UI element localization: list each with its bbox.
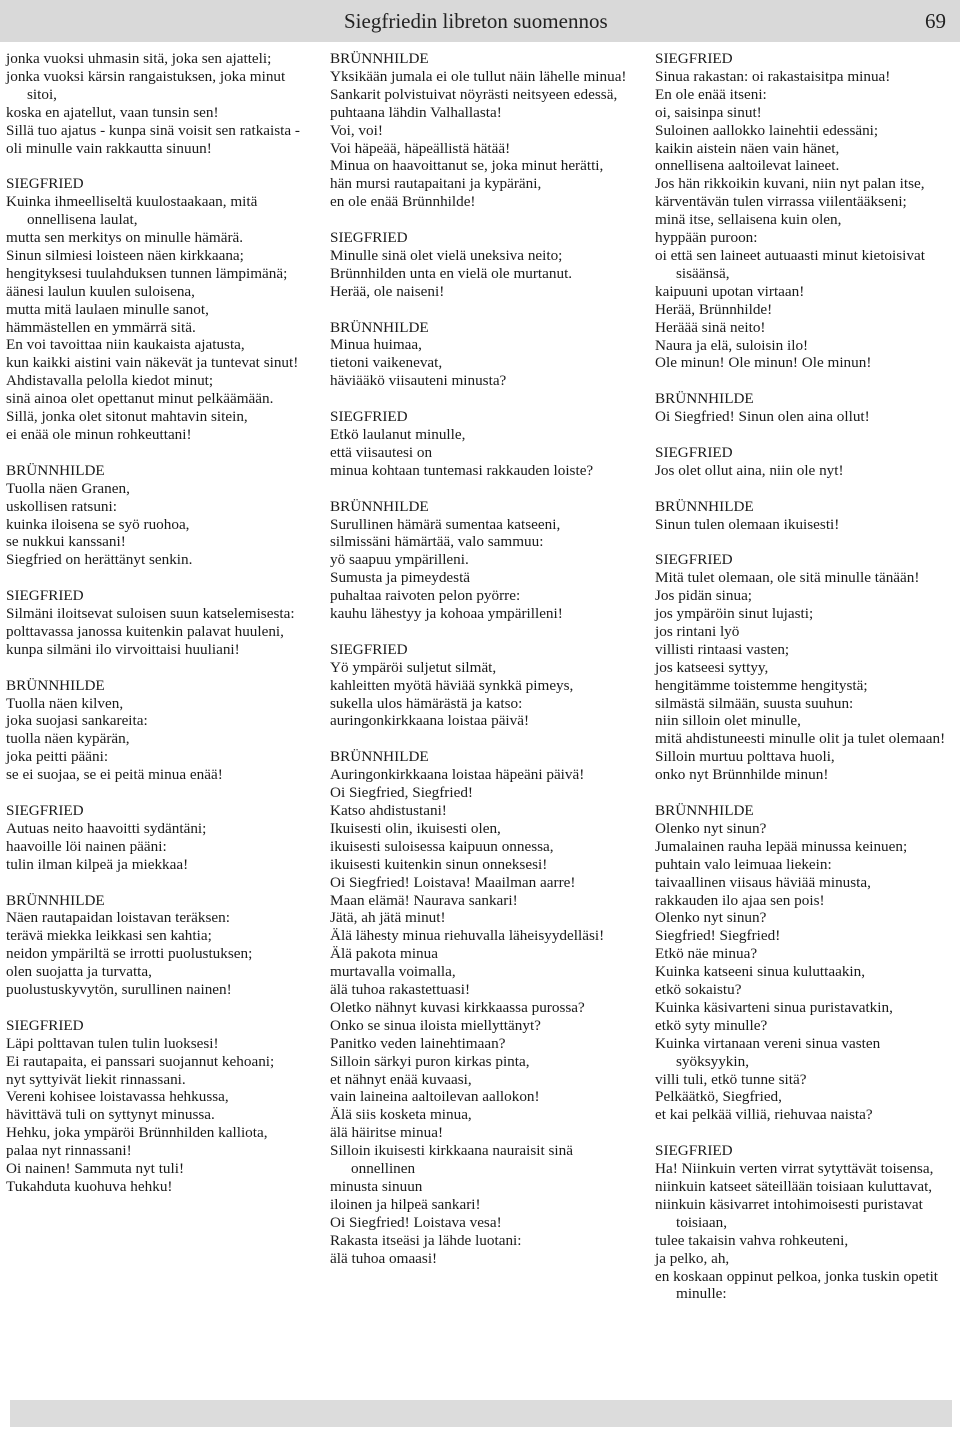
verse-line: Minulle sinä olet vielä uneksiva neito; (330, 246, 563, 264)
verse-line: Tukahduta kuohuva hehku! (6, 1177, 173, 1195)
verse-line: Olenko nyt sinun? (655, 819, 767, 837)
speaker-name: SIEGFRIED (6, 801, 84, 819)
verse-line: Sillä, jonka olet sitonut mahtavin sitein, (6, 408, 248, 426)
verse-line: Herää, ole naiseni! (330, 282, 445, 300)
verse-line: terävä miekka leikkasi sen kahtia; (6, 927, 212, 945)
verse-line: Etkö näe minua? (655, 945, 758, 963)
verse-line: hengitämme toistemme hengitystä; (655, 676, 868, 694)
dialogue-block (655, 1142, 955, 1303)
verse-line: en koskaan oppinut pelkoa, jonka tuskin opetit minulle: (655, 1267, 939, 1303)
dialogue-block (6, 1017, 316, 1196)
speaker-name: SIEGFRIED (655, 50, 733, 67)
speaker-name: SIEGFRIED (6, 1016, 84, 1034)
verse-line: Minua huimaa, (330, 336, 422, 354)
verse-line: tietoni vaikenevat, (330, 354, 443, 372)
text-column-2 (330, 50, 640, 1285)
speaker-name: SIEGFRIED (6, 175, 84, 193)
verse-line: Sinun tulen olemaan ikuisesti! (655, 515, 840, 533)
dialogue-block (330, 498, 640, 623)
dialogue-block (330, 748, 640, 1267)
verse-line: Tuolla näen Granen, (6, 479, 130, 497)
dialogue-block (6, 50, 316, 157)
verse-line: se nukkui kanssani! (6, 533, 126, 551)
verse-line: murtavalla voimalla, (330, 963, 456, 981)
verse-line: joka suojasi sankareita: (6, 712, 148, 730)
verse-line: Sinua rakastan: oi rakastaisitpa minua! (655, 67, 891, 85)
verse-line: Herää, Brünnhilde! (655, 300, 773, 318)
verse-line: Älä lähesty minua riehuvalla läheisyydelläsi! (330, 927, 605, 945)
verse-line: Kuinka katseeni sinua kuluttaakin, (655, 963, 866, 981)
verse-line: niin silloin olet minulle, (655, 712, 801, 730)
verse-line: Vereni kohisee loistavassa hehkussa, (6, 1088, 229, 1106)
speaker-name: BRÜNNHILDE (655, 390, 754, 408)
verse-line: Jos olet ollut aina, niin ole nyt! (655, 461, 844, 479)
verse-line: Mitä tulet olemaan, ole sitä minulle tänään! (655, 569, 920, 587)
verse-line: minua kohtaan tuntemasi rakkauden loiste? (330, 461, 594, 479)
speaker-name: SIEGFRIED (6, 587, 84, 605)
verse-line: rakkauden ilo ajaa sen pois! (655, 891, 825, 909)
speaker-name: SIEGFRIED (655, 443, 733, 461)
verse-line: puolustuskyvytön, surullinen nainen! (6, 981, 232, 999)
verse-line: Auringonkirkkaana loistaa häpeäni päivä! (330, 766, 585, 784)
verse-line: Oi Siegfried! Loistava! Maailman aarre! (330, 873, 576, 891)
verse-line: Minua on haavoittanut se, joka minut herätti, (330, 157, 604, 175)
verse-line: palaa nyt rinnassani! (6, 1142, 132, 1160)
verse-line: Jos hän rikkoikin kuvani, niin nyt palan itse, (655, 175, 925, 193)
verse-line: Älä siis kosketa minua, (330, 1106, 472, 1124)
verse-line: kunpa silmäni ilo virvoittaisi huuliani! (6, 640, 240, 658)
verse-line: Kuinka virtanaan vereni sinua vasten syöksyykin, (655, 1034, 881, 1070)
verse-line: Heräää sinä neito! (655, 318, 766, 336)
verse-line: Jumalainen rauha lepää minussa keinuen; (655, 837, 908, 855)
verse-line: Olenko nyt sinun? (655, 909, 767, 927)
verse-line: nyt syttyivät liekit rinnassani. (6, 1070, 186, 1088)
verse-line: onnellisena aaltoilevat laineet. (655, 157, 840, 175)
verse-line: Brünnhilden unta en vielä ole murtanut. (330, 264, 573, 282)
verse-line: kahleitten myötä häviää synkkä pimeys, (330, 676, 574, 694)
verse-line: Naura ja elä, suloisin ilo! (655, 336, 809, 354)
dialogue-block (655, 802, 955, 1124)
verse-line: oi, saisinpa sinut! (655, 103, 762, 121)
verse-line: iloinen ja hilpeä sankari! (330, 1195, 481, 1213)
dialogue-block (330, 319, 640, 391)
verse-line: tuolla näen kypärän, (6, 730, 130, 748)
verse-line: ei enää ole minun rohkeuttani! (6, 426, 192, 444)
verse-line: silmästä silmään, suusta suuhun: (655, 694, 854, 712)
verse-line: olen suojatta ja turvatta, (6, 963, 152, 981)
verse-line: Tuolla näen kilven, (6, 694, 124, 712)
verse-line: kärventävän tulen virrassa viilentääkseni; (655, 193, 907, 211)
verse-line: Oi Siegfried! Sinun olen aina ollut! (655, 408, 870, 426)
verse-line: villisti rintaasi vasten; (655, 640, 790, 658)
speaker-name: BRÜNNHILDE (330, 50, 429, 67)
running-title: Siegfriedin libreton suomennos (344, 9, 608, 33)
verse-line: oli minulle vain rakkautta sinuun! (6, 139, 212, 157)
speaker-name: BRÜNNHILDE (330, 748, 429, 766)
verse-line: Onko se sinua iloista miellyttänyt? (330, 1016, 541, 1034)
verse-line: kuinka iloisena se syö ruohoa, (6, 515, 190, 533)
verse-line: onko nyt Brünnhilde minun! (655, 766, 829, 784)
speaker-name: BRÜNNHILDE (330, 318, 429, 336)
dialogue-block (330, 408, 640, 480)
verse-line: hämmästellen en ymmärrä sitä. (6, 318, 196, 336)
verse-line: Sumusta ja pimeydestä (330, 569, 471, 587)
verse-line: Oi Siegfried! Loistava vesa! (330, 1213, 502, 1231)
verse-line: se ei suojaa, se ei peitä minua enää! (6, 766, 223, 784)
verse-line: Autuas neito haavoitti sydäntäni; (6, 819, 207, 837)
verse-line: taivaallinen viisaus häviää minusta, (655, 873, 871, 891)
verse-line: uskollisen ratsuni: (6, 497, 117, 515)
verse-line: Jätä, ah jätä minut! (330, 909, 446, 927)
verse-line: äänesi laulun kuulen suloisena, (6, 282, 195, 300)
verse-line: hyppään puroon: (655, 229, 758, 247)
verse-line: niinkuin käsivarret intohimoisesti puristavat toisiaan, (655, 1195, 923, 1231)
speaker-name: BRÜNNHILDE (6, 891, 105, 909)
verse-line: minusta sinuun (330, 1178, 423, 1195)
verse-line: kaipuuni upotan virtaan! (655, 282, 805, 300)
verse-line: auringonkirkkaana loistaa päivä! (330, 712, 530, 730)
verse-line: tulin ilman kilpeä ja miekkaa! (6, 855, 189, 873)
verse-line: sukella ulos hämärästä ja katso: (330, 694, 523, 712)
verse-line: Sinun silmiesi loisteen näen kirkkaana; (6, 246, 244, 264)
verse-line: kun kaikki aistini vain näkevät ja tuntevat sinut! (6, 354, 299, 372)
speaker-name: SIEGFRIED (330, 408, 408, 426)
dialogue-block (6, 175, 316, 444)
verse-line: Oi nainen! Sammuta nyt tuli! (6, 1160, 185, 1178)
verse-line: en ole enää Brünnhilde! (330, 193, 476, 211)
verse-line: mutta sen merkitys on minulle hämärä. (6, 229, 244, 247)
verse-line: minä itse, sellaisena kuin olen, (655, 211, 842, 229)
verse-line: etkö syty minulle? (655, 1016, 768, 1034)
verse-line: Panitko veden lainehtimaan? (330, 1034, 506, 1052)
verse-line: et kai pelkää villiä, riehuvaa naista? (655, 1106, 873, 1124)
verse-line: Ei rautapaita, ei panssari suojannut kehoani; (6, 1052, 275, 1070)
verse-line: et nähnyt enää kuvaasi, (330, 1070, 472, 1088)
verse-line: Etkö laulanut minulle, (330, 425, 466, 443)
verse-line: Jos pidän sinua; (655, 587, 753, 605)
verse-line: Ikuisesti olin, ikuisesti olen, (330, 819, 501, 837)
verse-line: Silloin murtuu polttava huoli, (655, 748, 835, 766)
verse-line: polttavassa janossa kuitenkin palavat huuleni, (6, 622, 284, 640)
verse-line: hän mursi rautapaitani ja kypäräni, (330, 175, 542, 193)
verse-line: Maan elämä! Naurava sankari! (330, 891, 518, 909)
verse-line: joka peitti pääni: (6, 748, 109, 766)
verse-line: tulee takaisin vahva rohkeuteni, (655, 1231, 849, 1249)
verse-line: Siegfried! Siegfried! (655, 927, 781, 945)
speaker-name: SIEGFRIED (330, 229, 408, 247)
verse-line: Oi Siegfried, Siegfried! (330, 784, 473, 802)
text-column-3 (655, 50, 955, 1321)
dialogue-block (6, 462, 316, 569)
speaker-name: SIEGFRIED (655, 551, 733, 569)
verse-line: silmissäni hämärtää, valo sammuu: (330, 533, 544, 551)
verse-line: Voi häpeää, häpeällistä hätää! (330, 139, 511, 157)
verse-line: En ole enää itseni: (655, 85, 767, 103)
verse-line: kaikin aistein näen vain hänet, (655, 139, 840, 157)
verse-line: Sillä tuo ajatus - kunpa sinä voisit sen ratkaista - (6, 121, 300, 139)
verse-line: Oletko nähnyt kuvasi kirkkaassa purossa? (330, 998, 585, 1016)
speaker-name: SIEGFRIED (330, 640, 408, 658)
page-header (0, 0, 960, 42)
verse-line: vain laineina aaltoilevan aallokon! (330, 1088, 540, 1106)
speaker-name: SIEGFRIED (655, 1142, 733, 1160)
verse-line: Sankarit polvistuivat nöyrästi neitsyeen edessä, (330, 85, 618, 103)
speaker-name: BRÜNNHILDE (6, 676, 105, 694)
verse-line: että viisautesi on (330, 443, 433, 461)
verse-line: Älä pakota minua (330, 945, 438, 963)
verse-line: Pelkäätkö, Siegfried, (655, 1088, 782, 1106)
verse-line: Suloinen aallokko lainehtii edessäni; (655, 121, 879, 139)
verse-line: jos katseesi syttyy, (655, 658, 769, 676)
text-column-1 (6, 50, 316, 1214)
verse-line: En voi tavoittaa niin kaukaista ajatusta, (6, 336, 245, 354)
dialogue-block (330, 641, 640, 731)
verse-line: Näen rautapaidan loistavan teräksen: (6, 909, 230, 927)
page-number: 69 (925, 9, 946, 33)
verse-line: Surullinen hämärä sumentaa katseeni, (330, 515, 561, 533)
verse-line: Voi, voi! (330, 121, 383, 139)
verse-line: koska en ajatellut, vaan tunsin sen! (6, 103, 219, 121)
verse-line: oi että sen laineet autuaasti minut kietoisivat sisäänsä, (655, 246, 925, 282)
verse-line: häviääkö viisauteni minusta? (330, 372, 507, 390)
speaker-name: BRÜNNHILDE (330, 497, 429, 515)
verse-line: Silloin särkyi puron kirkas pinta, (330, 1052, 530, 1070)
dialogue-block (6, 892, 316, 999)
verse-line: Yksikään jumala ei ole tullut näin lähelle minua! (330, 67, 627, 85)
dialogue-block (330, 229, 640, 301)
verse-line: puhtaana lähdin Valhallasta! (330, 103, 502, 121)
verse-line: Kuinka käsivarteni sinua puristavatkin, (655, 998, 893, 1016)
verse-line: jos rintani lyö (655, 622, 740, 640)
dialogue-block (6, 802, 316, 874)
verse-line: Yö ympäröi suljetut silmät, (330, 658, 497, 676)
verse-line: puhtain valo leimuaa liekein: (655, 855, 832, 873)
dialogue-block (655, 390, 955, 426)
speaker-name: BRÜNNHILDE (6, 461, 105, 479)
verse-line: kauhu lähestyy ja kohoaa ympärilleni! (330, 605, 563, 623)
verse-line: ja pelko, ah, (655, 1249, 730, 1267)
verse-line: älä tuhoa rakastettuasi! (330, 981, 471, 999)
verse-line: jonka vuoksi kärsin rangaistuksen, joka minut sitoi, (6, 67, 286, 103)
verse-line: yö saapuu ympärilleni. (330, 551, 469, 569)
verse-line: mitä ahdistuneesti minulle olit ja tulet olemaan! (655, 730, 946, 748)
verse-line: hävittävä tuli on syttynyt minussa. (6, 1106, 215, 1124)
verse-line: jos ympäröin sinut lujasti; (655, 605, 814, 623)
verse-line: puhaltaa raivoten pelon pyörre: (330, 587, 521, 605)
verse-line: etkö sokaistu? (655, 981, 742, 999)
verse-line: Siegfried on herättänyt senkin. (6, 551, 193, 569)
verse-line: hengityksesi tuulahduksen tunnen lämpimänä; (6, 264, 288, 282)
verse-line: Ha! Niinkuin verten virrat sytyttävät toisensa, (655, 1160, 934, 1178)
speaker-name: BRÜNNHILDE (655, 801, 754, 819)
verse-line: sinä ainoa olet opettanut minut pelkäämään. (6, 390, 274, 408)
verse-line: Ahdistavalla pelolla kiedot minut; (6, 372, 214, 390)
speaker-name: BRÜNNHILDE (655, 497, 754, 515)
dialogue-block (330, 50, 640, 211)
page-footer-bar (10, 1400, 952, 1427)
verse-line: mutta mitä laulaen minulle sanot, (6, 300, 209, 318)
dialogue-block (655, 444, 955, 480)
dialogue-block (655, 50, 955, 372)
verse-line: Hehku, joka ympäröi Brünnhilden kalliota, (6, 1124, 268, 1142)
dialogue-block (6, 677, 316, 784)
verse-line: älä häiritse minua! (330, 1124, 444, 1142)
verse-line: Ole minun! Ole minun! Ole minun! (655, 354, 872, 372)
dialogue-block (655, 551, 955, 784)
verse-line: niinkuin katseet säteillään toisiaan kuluttavat, (655, 1178, 933, 1195)
verse-line: Kuinka ihmeelliseltä kuulostaakaan, mitä onnellisena laulat, (6, 193, 258, 229)
verse-line: neidon ympäriltä se irrotti puolustuksen; (6, 945, 253, 963)
verse-line: ikuisesti kuitenkin sinun onneksesi! (330, 855, 548, 873)
verse-line: Rakasta itseäsi ja lähde luotani: (330, 1231, 522, 1249)
verse-line: älä tuhoa omaasi! (330, 1249, 438, 1267)
verse-line: Katso ahdistustani! (330, 801, 447, 819)
dialogue-block (6, 587, 316, 659)
verse-line: Silmäni iloitsevat suloisen suun katselemisesta: (6, 605, 295, 623)
verse-line: haavoille löi nainen pääni: (6, 837, 167, 855)
verse-line: jonka vuoksi uhmasin sitä, joka sen ajatteli; (6, 50, 272, 67)
dialogue-block (655, 498, 955, 534)
verse-line: ikuisesti suloisessa kaipuun onnessa, (330, 837, 554, 855)
verse-line: Läpi polttavan tulen tulin luoksesi! (6, 1034, 219, 1052)
verse-line: villi tuli, etkö tunne sitä? (655, 1070, 807, 1088)
verse-line: Silloin ikuisesti kirkkaana nauraisit sinä onnellinen (330, 1142, 573, 1178)
